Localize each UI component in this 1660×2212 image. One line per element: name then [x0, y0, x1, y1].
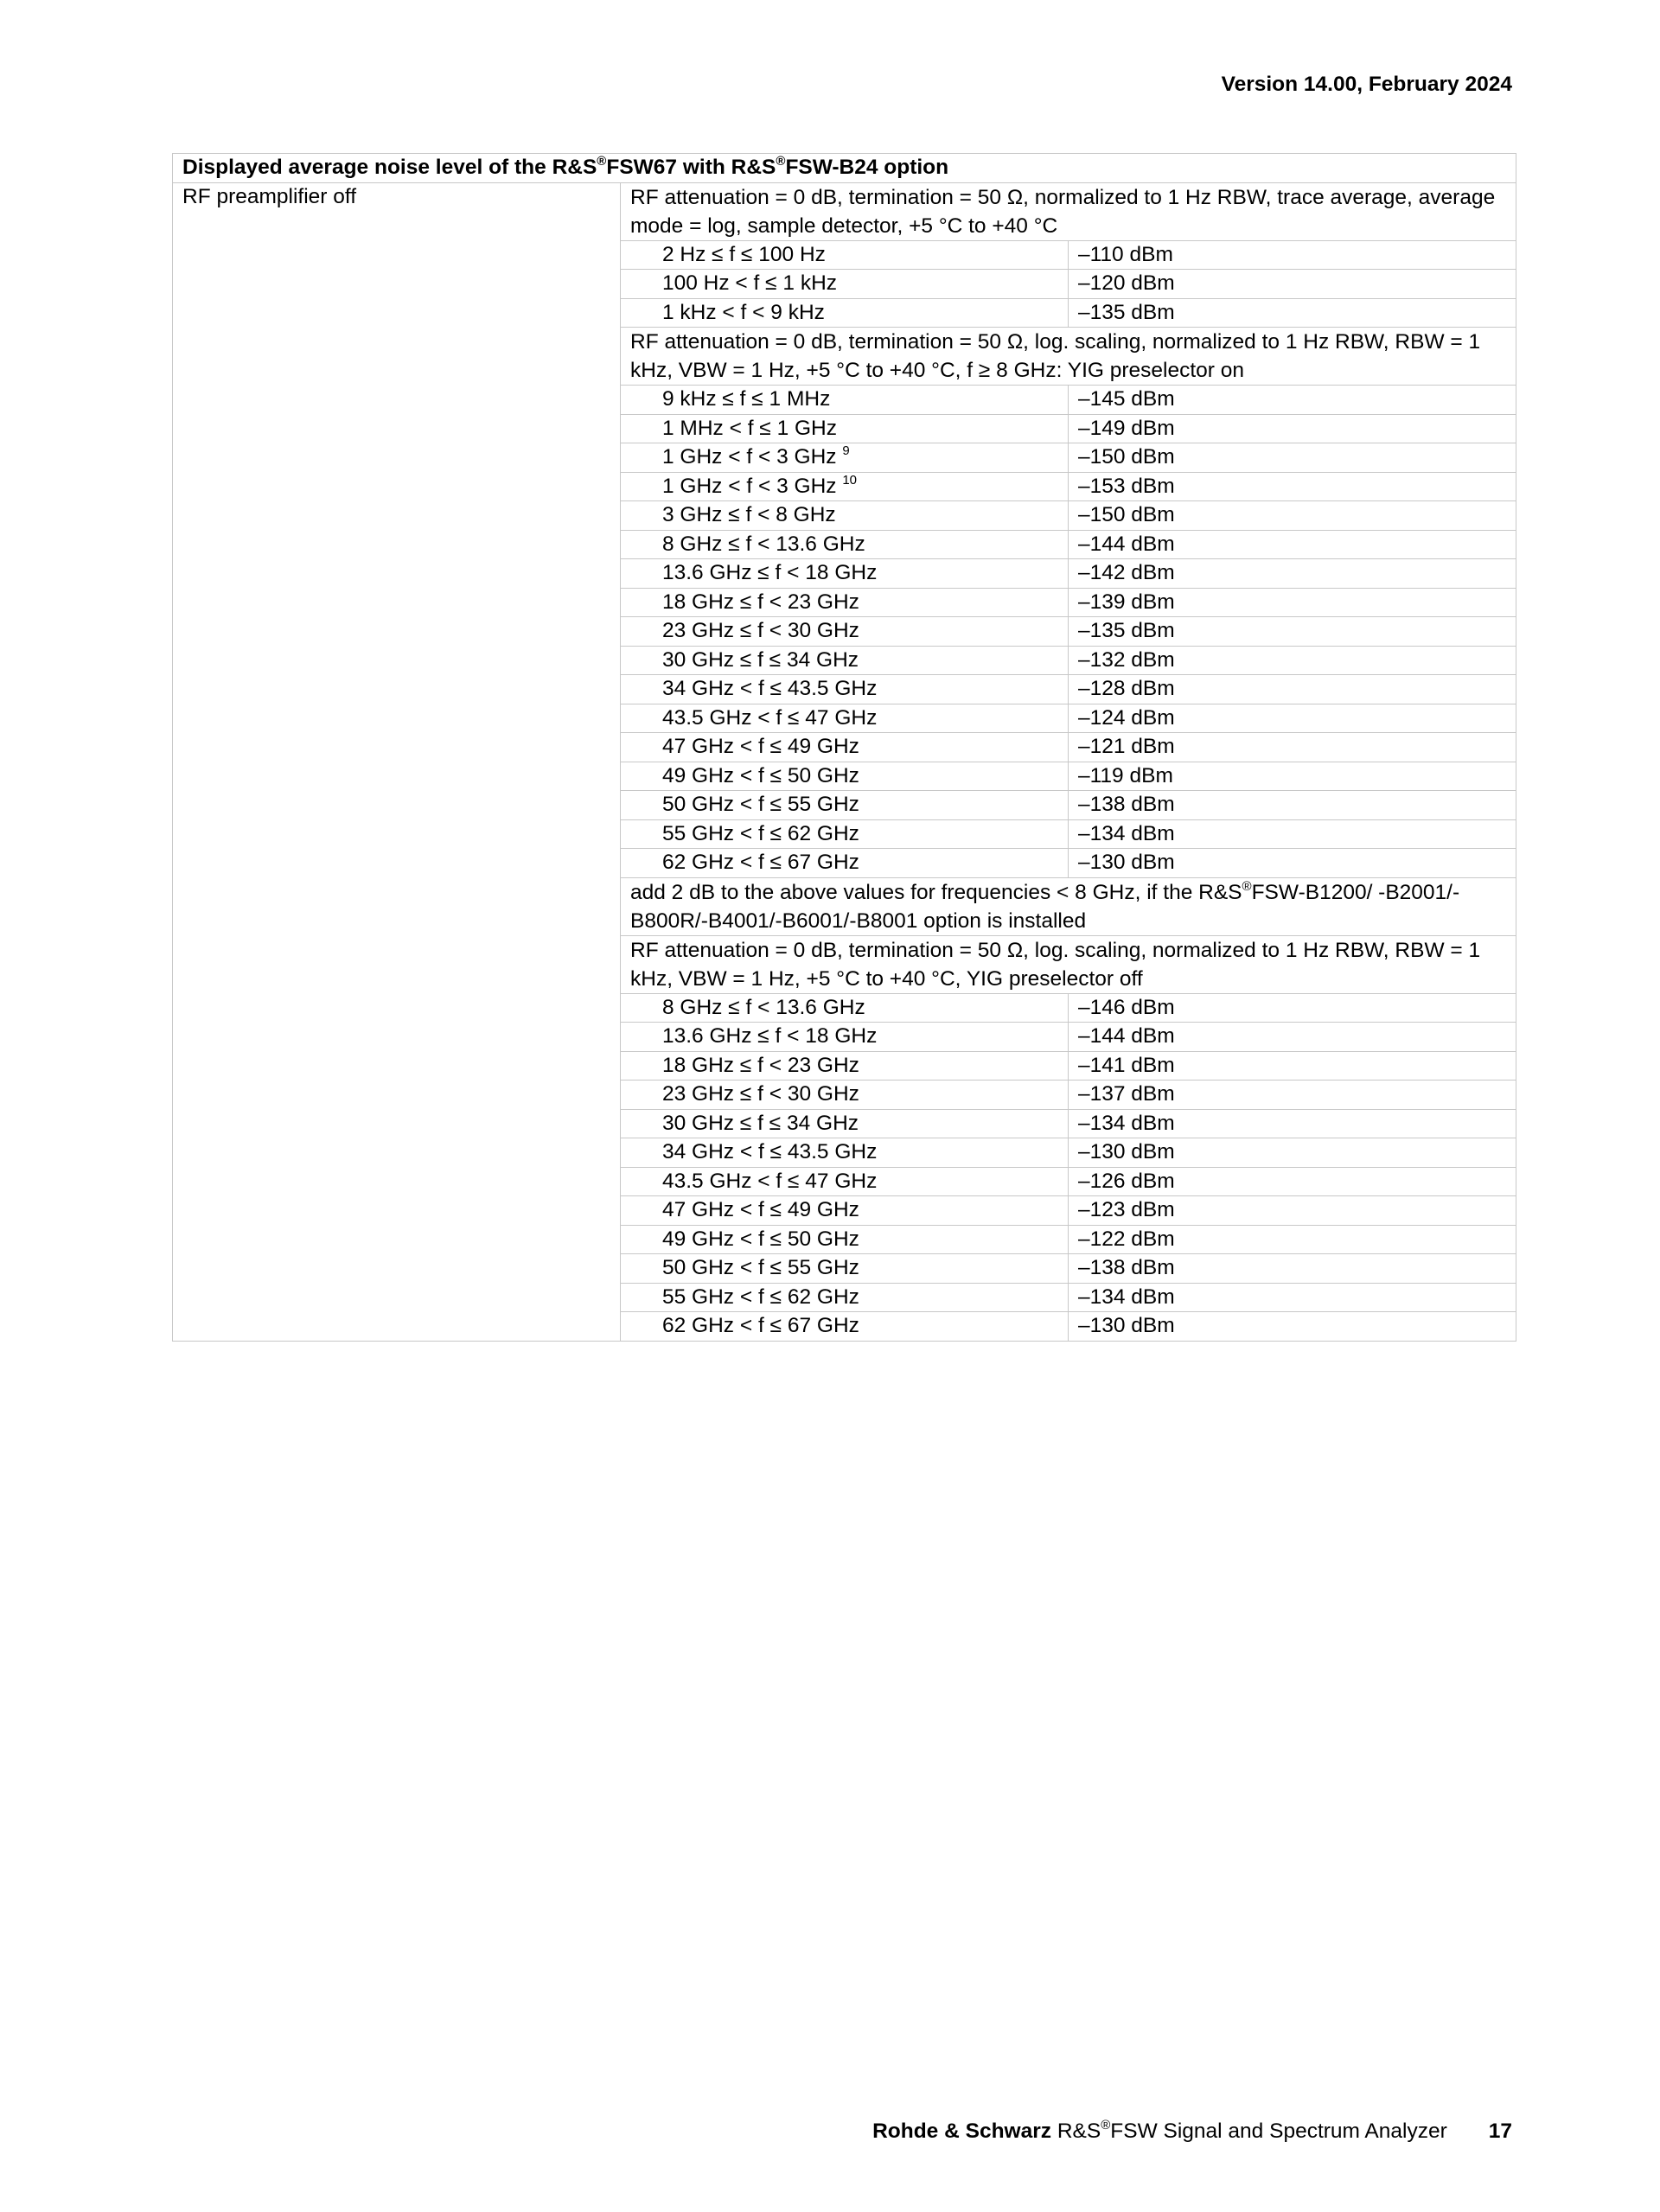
measurement-conditions: RF attenuation = 0 dB, termination = 50 Ω, normalized to 1 Hz RBW, trace average, average mode = log, sample detector, +5 °C to +40 °C [621, 182, 1516, 240]
frequency-range: 23 GHz ≤ f < 30 GHz [662, 1082, 859, 1106]
noise-level-value: –124 dBm [1069, 704, 1516, 733]
footer-brand: Rohde & Schwarz [872, 2120, 1052, 2143]
table-title [173, 154, 1516, 183]
frequency-range-cell [621, 1167, 1069, 1196]
frequency-range-cell [621, 1196, 1069, 1226]
noise-level-value: –128 dBm [1069, 675, 1516, 704]
noise-level-value: –130 dBm [1069, 1138, 1516, 1168]
frequency-range-cell [621, 472, 1069, 501]
frequency-range-cell [621, 443, 1069, 473]
frequency-range-cell [621, 1051, 1069, 1081]
frequency-range-cell [621, 1138, 1069, 1168]
frequency-range: 62 GHz < f ≤ 67 GHz [662, 1314, 859, 1337]
noise-level-value: –132 dBm [1069, 646, 1516, 675]
noise-level-value: –138 dBm [1069, 1254, 1516, 1284]
frequency-range: 34 GHz < f ≤ 43.5 GHz [662, 677, 878, 700]
noise-level-value: –134 dBm [1069, 819, 1516, 849]
frequency-range-cell [621, 501, 1069, 531]
noise-level-value: –149 dBm [1069, 414, 1516, 443]
frequency-range-cell [621, 588, 1069, 617]
frequency-range: 30 GHz ≤ f ≤ 34 GHz [662, 647, 859, 672]
noise-level-value: –150 dBm [1069, 501, 1516, 531]
noise-level-value: –121 dBm [1069, 733, 1516, 762]
option-note-prefix: add 2 dB to the above values for frequencies < 8 GHz, if the R&S [630, 880, 1242, 904]
frequency-range-cell [621, 1081, 1069, 1110]
frequency-range: 18 GHz ≤ f < 23 GHz [662, 590, 859, 614]
noise-level-value: –137 dBm [1069, 1081, 1516, 1110]
row-label-rf-preamplifier-off: RF preamplifier off [173, 182, 621, 1341]
frequency-range: 1 GHz < f < 3 GHz [662, 474, 843, 498]
frequency-range-cell [621, 559, 1069, 589]
table-title-mid: FSW67 with R&S [606, 156, 776, 179]
noise-level-value: –144 dBm [1069, 1023, 1516, 1052]
frequency-range: 55 GHz < f ≤ 62 GHz [662, 821, 859, 845]
frequency-range-cell [621, 1283, 1069, 1312]
noise-level-value: –126 dBm [1069, 1167, 1516, 1196]
frequency-range: 62 GHz < f ≤ 67 GHz [662, 851, 859, 874]
noise-level-value: –135 dBm [1069, 617, 1516, 647]
frequency-range-cell [621, 675, 1069, 704]
registered-mark: ® [597, 154, 607, 169]
frequency-range: 2 Hz ≤ f ≤ 100 Hz [662, 242, 826, 266]
noise-level-value: –141 dBm [1069, 1051, 1516, 1081]
noise-level-value: –134 dBm [1069, 1109, 1516, 1138]
frequency-range: 9 kHz ≤ f ≤ 1 MHz [662, 387, 831, 411]
noise-level-value: –130 dBm [1069, 1312, 1516, 1342]
spec-table [172, 153, 1516, 1342]
noise-level-value: –119 dBm [1069, 762, 1516, 791]
frequency-range: 47 GHz < f ≤ 49 GHz [662, 1198, 859, 1221]
noise-level-value: –123 dBm [1069, 1196, 1516, 1226]
table-title-prefix: Displayed average noise level of the R&S [182, 156, 597, 179]
frequency-range: 43.5 GHz < f ≤ 47 GHz [662, 1169, 878, 1193]
noise-level-value: –138 dBm [1069, 791, 1516, 820]
frequency-range-cell [621, 704, 1069, 733]
registered-mark: ® [776, 154, 786, 169]
registered-mark: ® [1242, 878, 1252, 894]
footnote-ref: 10 [842, 472, 858, 488]
noise-level-value: –150 dBm [1069, 443, 1516, 473]
frequency-range-cell [621, 1312, 1069, 1342]
frequency-range: 100 Hz < f ≤ 1 kHz [662, 271, 838, 295]
frequency-range-cell [621, 849, 1069, 878]
measurement-conditions: RF attenuation = 0 dB, termination = 50 Ω, log. scaling, normalized to 1 Hz RBW, RBW = 1 kHz, VBW = 1 Hz, +5 °C to +40 °C, f ≥ 8 GHz: YIG preselector on [621, 328, 1516, 386]
table-title-suffix: FSW-B24 option [785, 156, 949, 179]
document-version: Version 14.00, February 2024 [1221, 73, 1512, 96]
footer-product-prefix: R&S [1051, 2120, 1101, 2143]
noise-level-value: –146 dBm [1069, 993, 1516, 1023]
noise-level-value: –135 dBm [1069, 298, 1516, 328]
table-title-row [173, 154, 1516, 183]
noise-level-value: –139 dBm [1069, 588, 1516, 617]
frequency-range: 49 GHz < f ≤ 50 GHz [662, 1227, 859, 1251]
frequency-range-cell [621, 993, 1069, 1023]
frequency-range: 8 GHz ≤ f < 13.6 GHz [662, 995, 865, 1019]
frequency-range: 3 GHz ≤ f < 8 GHz [662, 503, 836, 526]
registered-mark: ® [1101, 2118, 1111, 2132]
frequency-range: 23 GHz ≤ f < 30 GHz [662, 619, 859, 642]
spec-table-body [173, 154, 1516, 1342]
frequency-range: 18 GHz ≤ f < 23 GHz [662, 1053, 859, 1077]
frequency-range: 47 GHz < f ≤ 49 GHz [662, 735, 859, 758]
frequency-range-cell [621, 1254, 1069, 1284]
frequency-range: 1 kHz < f < 9 kHz [662, 300, 825, 324]
frequency-range-cell [621, 819, 1069, 849]
footnote-ref: 9 [842, 443, 850, 458]
measurement-conditions: RF attenuation = 0 dB, termination = 50 Ω, log. scaling, normalized to 1 Hz RBW, RBW = 1 kHz, VBW = 1 Hz, +5 °C to +40 °C, YIG preselector off [621, 935, 1516, 993]
noise-level-value: –120 dBm [1069, 270, 1516, 299]
frequency-range-cell [621, 1023, 1069, 1052]
noise-level-value: –142 dBm [1069, 559, 1516, 589]
frequency-range: 13.6 GHz ≤ f < 18 GHz [662, 1024, 878, 1048]
noise-level-value: –130 dBm [1069, 849, 1516, 878]
frequency-range: 49 GHz < f ≤ 50 GHz [662, 763, 859, 787]
noise-level-value: –134 dBm [1069, 1283, 1516, 1312]
page-number: 17 [1488, 2120, 1512, 2143]
frequency-range: 43.5 GHz < f ≤ 47 GHz [662, 705, 878, 730]
page-footer [872, 2120, 1512, 2144]
option-note [621, 877, 1516, 935]
frequency-range-cell [621, 386, 1069, 415]
frequency-range: 8 GHz ≤ f < 13.6 GHz [662, 532, 865, 556]
frequency-range: 55 GHz < f ≤ 62 GHz [662, 1284, 859, 1309]
noise-level-value: –110 dBm [1069, 240, 1516, 270]
frequency-range: 1 MHz < f ≤ 1 GHz [662, 416, 838, 440]
footer-product-name: FSW Signal and Spectrum Analyzer [1110, 2120, 1447, 2143]
frequency-range-cell [621, 1225, 1069, 1254]
frequency-range: 50 GHz < f ≤ 55 GHz [662, 793, 859, 816]
frequency-range-cell [621, 1109, 1069, 1138]
noise-level-value: –145 dBm [1069, 386, 1516, 415]
option-note-suffix: FSW-B1200/ -B2001/-B800R/-B4001/-B6001/-B8001 option is installed [630, 880, 1460, 933]
noise-level-value: –122 dBm [1069, 1225, 1516, 1254]
frequency-range-cell [621, 733, 1069, 762]
frequency-range-cell [621, 530, 1069, 559]
frequency-range-cell [621, 414, 1069, 443]
frequency-range-cell [621, 298, 1069, 328]
frequency-range: 34 GHz < f ≤ 43.5 GHz [662, 1140, 878, 1163]
frequency-range: 1 GHz < f < 3 GHz [662, 445, 843, 469]
noise-level-value: –144 dBm [1069, 530, 1516, 559]
frequency-range-cell [621, 646, 1069, 675]
frequency-range-cell [621, 762, 1069, 791]
frequency-range-cell [621, 617, 1069, 647]
frequency-range-cell [621, 240, 1069, 270]
noise-level-value: –153 dBm [1069, 472, 1516, 501]
table-row [173, 182, 1516, 240]
frequency-range-cell [621, 791, 1069, 820]
frequency-range: 50 GHz < f ≤ 55 GHz [662, 1256, 859, 1279]
frequency-range: 13.6 GHz ≤ f < 18 GHz [662, 561, 878, 584]
frequency-range: 30 GHz ≤ f ≤ 34 GHz [662, 1111, 859, 1135]
frequency-range-cell [621, 270, 1069, 299]
